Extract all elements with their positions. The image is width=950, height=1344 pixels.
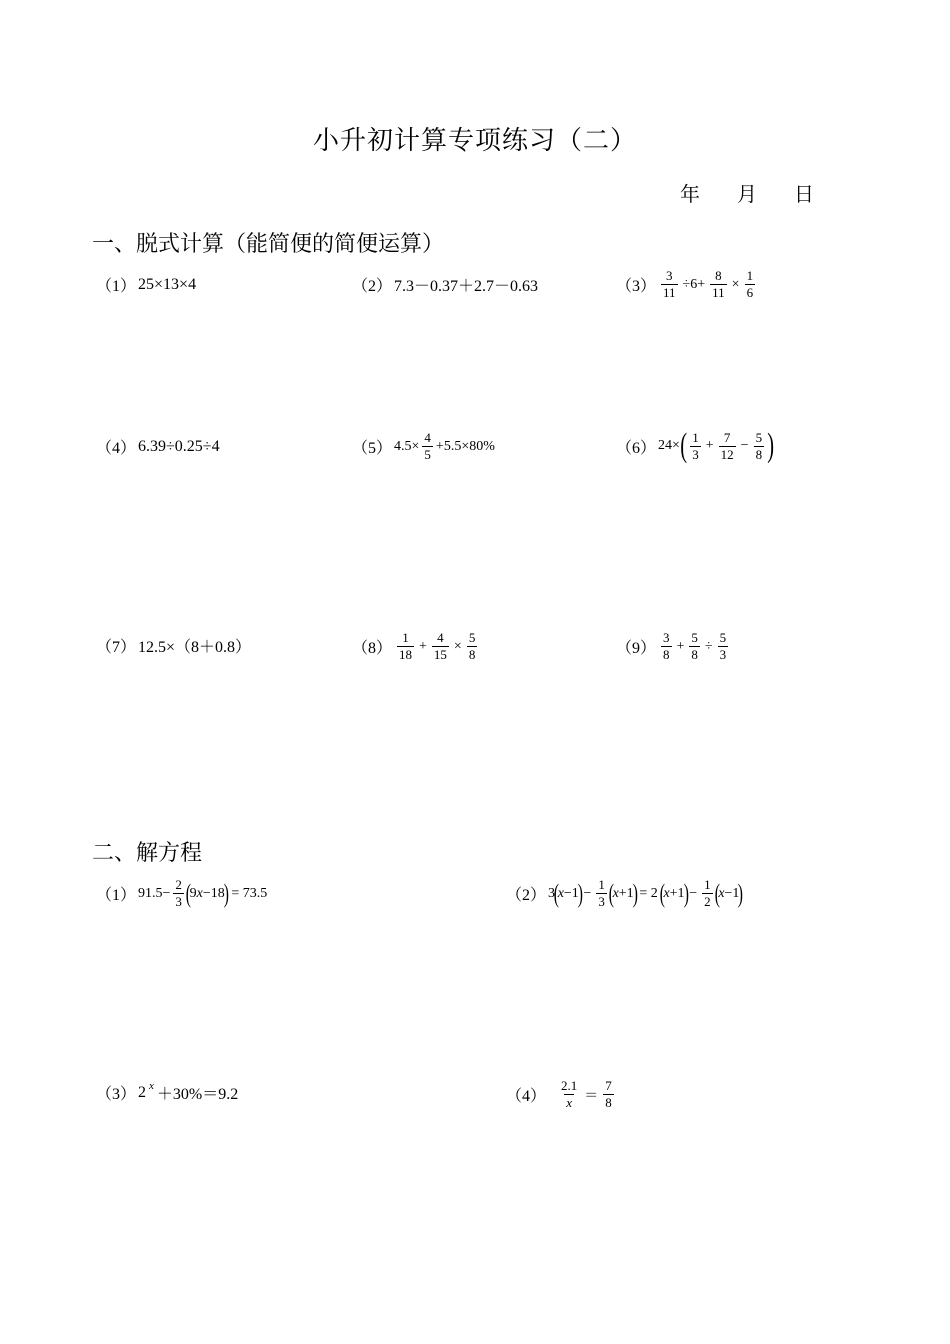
problem-2 [352, 273, 538, 296]
problem-1 [96, 273, 196, 296]
fraction: $\frac{2.1}{x}$ [561, 1078, 578, 1110]
equation-expression: $\frac{2.1}{x}$ ＝ $\frac{7}{8}$ [561, 1078, 612, 1110]
fraction: $\frac{1}{2}$ [704, 877, 711, 909]
problem-number: （1） [96, 278, 137, 295]
fraction: $\frac{4}{15}$ [433, 630, 447, 662]
problem-expression: $\frac{3}{8}$ + $\frac{5}{8}$ ÷ $\frac{5}{3}$ [663, 630, 727, 662]
fraction: $\frac{5}{8}$ [691, 630, 698, 662]
page-title: 小升初计算专项练习（二） [312, 126, 637, 156]
fraction: $\frac{8}{11}$ [712, 268, 725, 300]
equation-expression: 3 ( x −1 ) − $\frac{1}{3}$ ( x +1 ) = 2 ( x +1 ) − $\frac{1}{2}$ ( x −1 ) [548, 877, 744, 909]
problem-number: （9） [616, 640, 657, 657]
fraction: $\frac{5}{3}$ [719, 630, 727, 662]
equation-variable: x [149, 1079, 154, 1092]
section1-heading: 一、脱式计算（能简便的简便运算） [92, 232, 445, 257]
fraction: $\frac{1}{6}$ [746, 268, 754, 300]
problem-number: （4） [506, 1088, 547, 1105]
problem-expression: 6.39÷0.25÷4 [138, 437, 220, 455]
equation-2 [506, 877, 742, 910]
section2-heading: 二、解方程 [92, 841, 203, 866]
fraction: $\frac{3}{8}$ [663, 630, 670, 662]
fraction: $\frac{4}{5}$ [424, 430, 431, 462]
problem-expression: 4.5× $\frac{4}{5}$ +5.5×80% [394, 430, 495, 462]
fraction: $\frac{5}{8}$ [468, 630, 476, 662]
equation-rest: ＋30%＝9.2 [156, 1086, 239, 1103]
problem-3 [616, 268, 758, 301]
fraction: $\frac{1}{18}$ [399, 630, 413, 662]
equation-coefficient: 2 [138, 1083, 147, 1101]
equation-3 [96, 1081, 238, 1104]
problem-4 [96, 435, 220, 458]
problem-expression: 7.3－0.37＋2.7－0.63 [394, 278, 539, 295]
problem-expression: 25×13×4 [138, 275, 197, 293]
equation-expression: 91.5− $\frac{2}{3}$ ( 9 x −18 ) = 73.5 [138, 877, 268, 909]
equation-1 [96, 877, 267, 910]
date-year-label: 年 [680, 182, 700, 206]
problem-expression: 12.5×（8＋0.8） [138, 639, 252, 656]
problem-number: （4） [96, 440, 137, 457]
fraction: $\frac{7}{8}$ [605, 1078, 612, 1110]
fraction: $\frac{7}{12}$ [720, 429, 734, 462]
problem-number: （7） [96, 639, 137, 656]
fraction: $\frac{1}{3}$ [598, 877, 605, 909]
problem-8 [352, 630, 480, 663]
problem-6 [616, 428, 774, 464]
problem-expression: $\frac{3}{11}$ ÷6+ $\frac{8}{11}$ × $\frac{1}{6}$ [663, 268, 754, 300]
problem-expression: $\frac{1}{18}$ + $\frac{4}{15}$ × $\frac{5}{8}$ [399, 630, 476, 662]
fraction: $\frac{3}{11}$ [663, 268, 676, 300]
fraction: $\frac{2}{3}$ [175, 877, 182, 909]
problem-expression: 24× ( $\frac{1}{3}$ + $\frac{7}{12}$ − $\frac{5}{8}$ ) [658, 427, 775, 464]
problem-number: （3） [616, 278, 657, 295]
problem-9 [616, 630, 731, 663]
problem-number: （2） [352, 278, 393, 295]
problem-number: （8） [352, 640, 393, 657]
problem-number: （2） [506, 887, 547, 904]
fraction: $\frac{5}{8}$ [755, 429, 763, 462]
problem-number: （1） [96, 887, 137, 904]
equation-4 [506, 1078, 617, 1111]
problem-number: （5） [352, 440, 393, 457]
problem-number: （3） [96, 1086, 137, 1103]
date-day-label: 日 [794, 182, 814, 206]
problem-7 [96, 634, 251, 657]
problem-5 [352, 430, 495, 463]
date-month-label: 月 [737, 182, 757, 206]
problem-number: （6） [616, 439, 657, 457]
fraction: $\frac{1}{3}$ [692, 429, 699, 462]
